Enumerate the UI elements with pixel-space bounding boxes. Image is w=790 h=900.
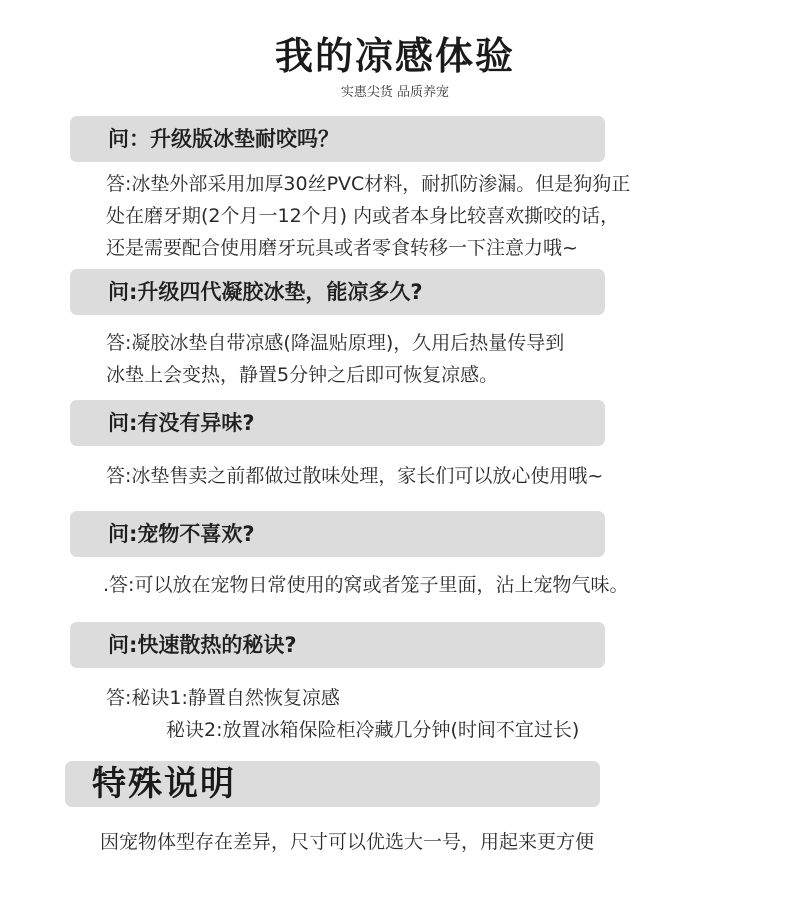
question-text: 问：升级版冰垫耐咬吗？ <box>108 127 339 151</box>
special-note: 因宠物体型存在差异，尺寸可以优选大一号，用起来更方便 <box>100 831 595 853</box>
answer-line: 答:凝胶冰垫自带凉感(降温贴原理)，久用后热量传导到 <box>106 332 565 354</box>
question-bar <box>70 116 605 162</box>
question-bar <box>70 622 605 668</box>
answer-line: .答:可以放在宠物日常使用的窝或者笼子里面，沾上宠物气味。 <box>103 574 629 596</box>
question-bar <box>70 511 605 557</box>
answer-block <box>103 569 628 601</box>
page-title: 我的凉感体验 <box>274 34 515 78</box>
special-heading: 特殊说明 <box>92 764 236 804</box>
answer-block <box>106 327 564 391</box>
page-subtitle: 实惠尖货 品质养宠 <box>340 85 450 100</box>
answer-line: 答:冰垫售卖之前都做过散味处理，家长们可以放心使用哦~ <box>106 465 604 487</box>
question-bar <box>70 400 605 446</box>
answer-block <box>106 460 603 492</box>
answer-line: 还是需要配合使用磨牙玩具或者零食转移一下注意力哦~ <box>106 237 578 259</box>
question-text: 问:有没有异味? <box>108 411 255 435</box>
answer-line: 处在磨牙期(2个月一12个月) 内或者本身比较喜欢撕咬的话， <box>106 205 620 227</box>
answer-block <box>106 682 579 746</box>
question-text: 问:宠物不喜欢? <box>108 522 255 546</box>
answer-line: 秘诀2:放置冰箱保险柜冷藏几分钟(时间不宜过长) <box>166 719 580 741</box>
answer-line: 答:冰垫外部采用加厚30丝PVC材料，耐抓防渗漏。但是狗狗正 <box>106 173 631 195</box>
answer-line: 冰垫上会变热，静置5分钟之后即可恢复凉感。 <box>106 364 499 386</box>
question-text: 问:升级四代凝胶冰垫，能凉多久? <box>108 280 423 304</box>
answer-line: 答:秘诀1:静置自然恢复凉感 <box>106 687 340 709</box>
question-text: 问:快速散热的秘诀? <box>108 633 297 657</box>
special-heading-bar <box>65 761 600 807</box>
answer-block <box>106 168 630 264</box>
question-bar <box>70 269 605 315</box>
